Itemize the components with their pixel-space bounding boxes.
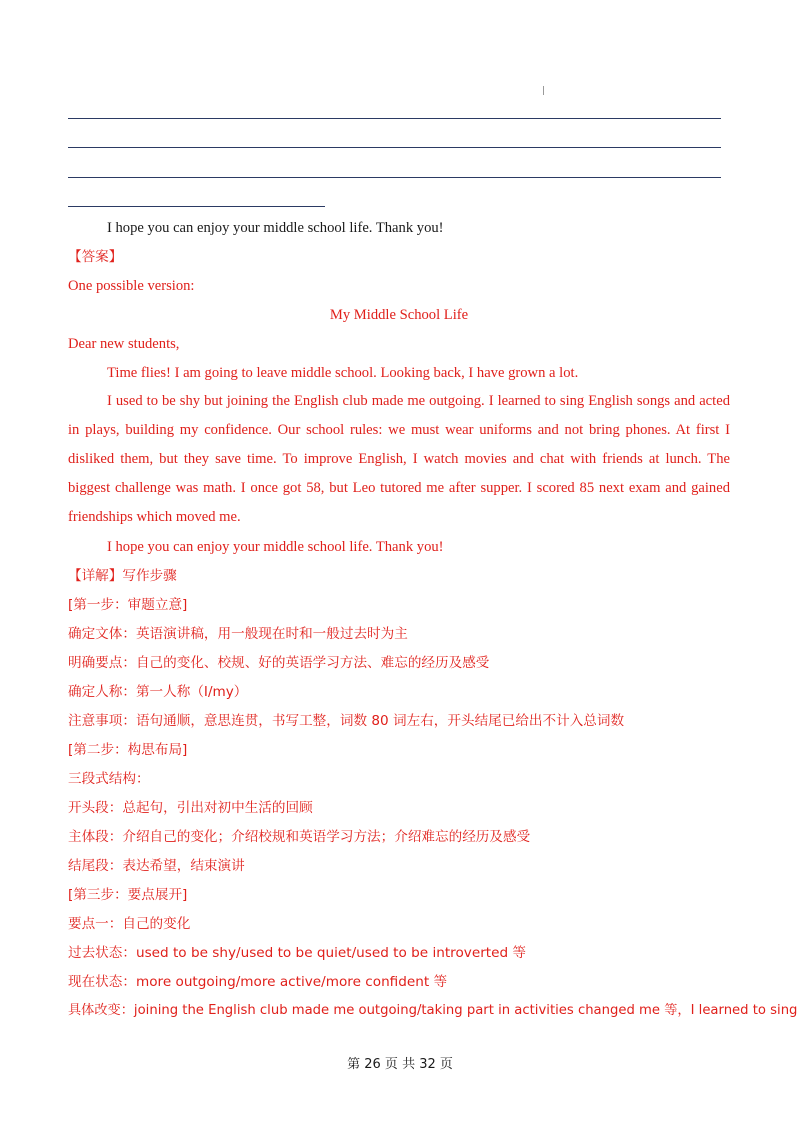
step1-heading: [第一步：审题立意] — [68, 597, 188, 613]
explanation-tag: 【详解】写作步骤 — [68, 568, 177, 584]
writing-line-1 — [68, 118, 721, 119]
essay-title: My Middle School Life — [329, 307, 469, 323]
essay-salutation: Dear new students, — [68, 336, 180, 352]
scan-mark — [543, 86, 544, 95]
step2-item: 结尾段：表达希望，结束演讲 — [68, 858, 245, 874]
writing-line-2 — [68, 147, 721, 148]
step1-item: 确定文体：英语演讲稿，用一般现在时和一般过去时为主 — [68, 626, 408, 642]
step1-item: 明确要点：自己的变化、校规、好的英语学习方法、难忘的经历及感受 — [68, 655, 490, 671]
point1-item: 过去状态：used to be shy/used to be quiet/used to be introverted 等 — [68, 945, 527, 961]
step2-item: 主体段：介绍自己的变化；介绍校规和英语学习方法；介绍难忘的经历及感受 — [68, 829, 531, 845]
answer-tag: 【答案】 — [68, 249, 123, 265]
step3-heading: [第三步：要点展开] — [68, 887, 188, 903]
point1-item: 现在状态：more outgoing/more active/more confident 等 — [68, 974, 448, 990]
step1-item: 确定人称：第一人称（I/my） — [68, 684, 248, 700]
essay-paragraph-2: I used to be shy but joining the English club made me outgoing. I learned to sing English songs and acted in plays, building my confidence. Our school rules: we must wear uniforms and not bring phones. At first I disliked them, but they save time. To improve English, I watch movies and chat with friends at lunch. The biggest challenge was math. I once got 58, but Leo tutored me after supper. I scored 85 next exam and gained friendships which moved me. — [68, 393, 730, 525]
answer-intro: One possible version: — [68, 278, 195, 294]
closing-prompt: I hope you can enjoy your middle school life. Thank you! — [107, 220, 444, 236]
point1-heading: 要点一：自己的变化 — [68, 916, 191, 932]
writing-line-3 — [68, 177, 721, 178]
step2-item: 开头段：总起句，引出对初中生活的回顾 — [68, 800, 313, 816]
writing-line-4 — [68, 206, 325, 207]
step1-item: 注意事项：语句通顺，意思连贯，书写工整，词数 80 词左右，开头结尾已给出不计入总词数 — [68, 713, 625, 729]
essay-paragraph-1: Time flies! I am going to leave middle school. Looking back, I have grown a lot. — [107, 365, 579, 381]
essay-paragraph-3: I hope you can enjoy your middle school life. Thank you! — [107, 539, 444, 555]
point1-item: 具体改变：joining the English club made me outgoing/taking part in activities changed me 等，I learned to sing — [68, 1003, 798, 1018]
step2-intro: 三段式结构： — [68, 771, 150, 787]
step2-heading: [第二步：构思布局] — [68, 742, 188, 758]
page-number: 第 26 页 共 32 页 — [347, 1057, 453, 1072]
